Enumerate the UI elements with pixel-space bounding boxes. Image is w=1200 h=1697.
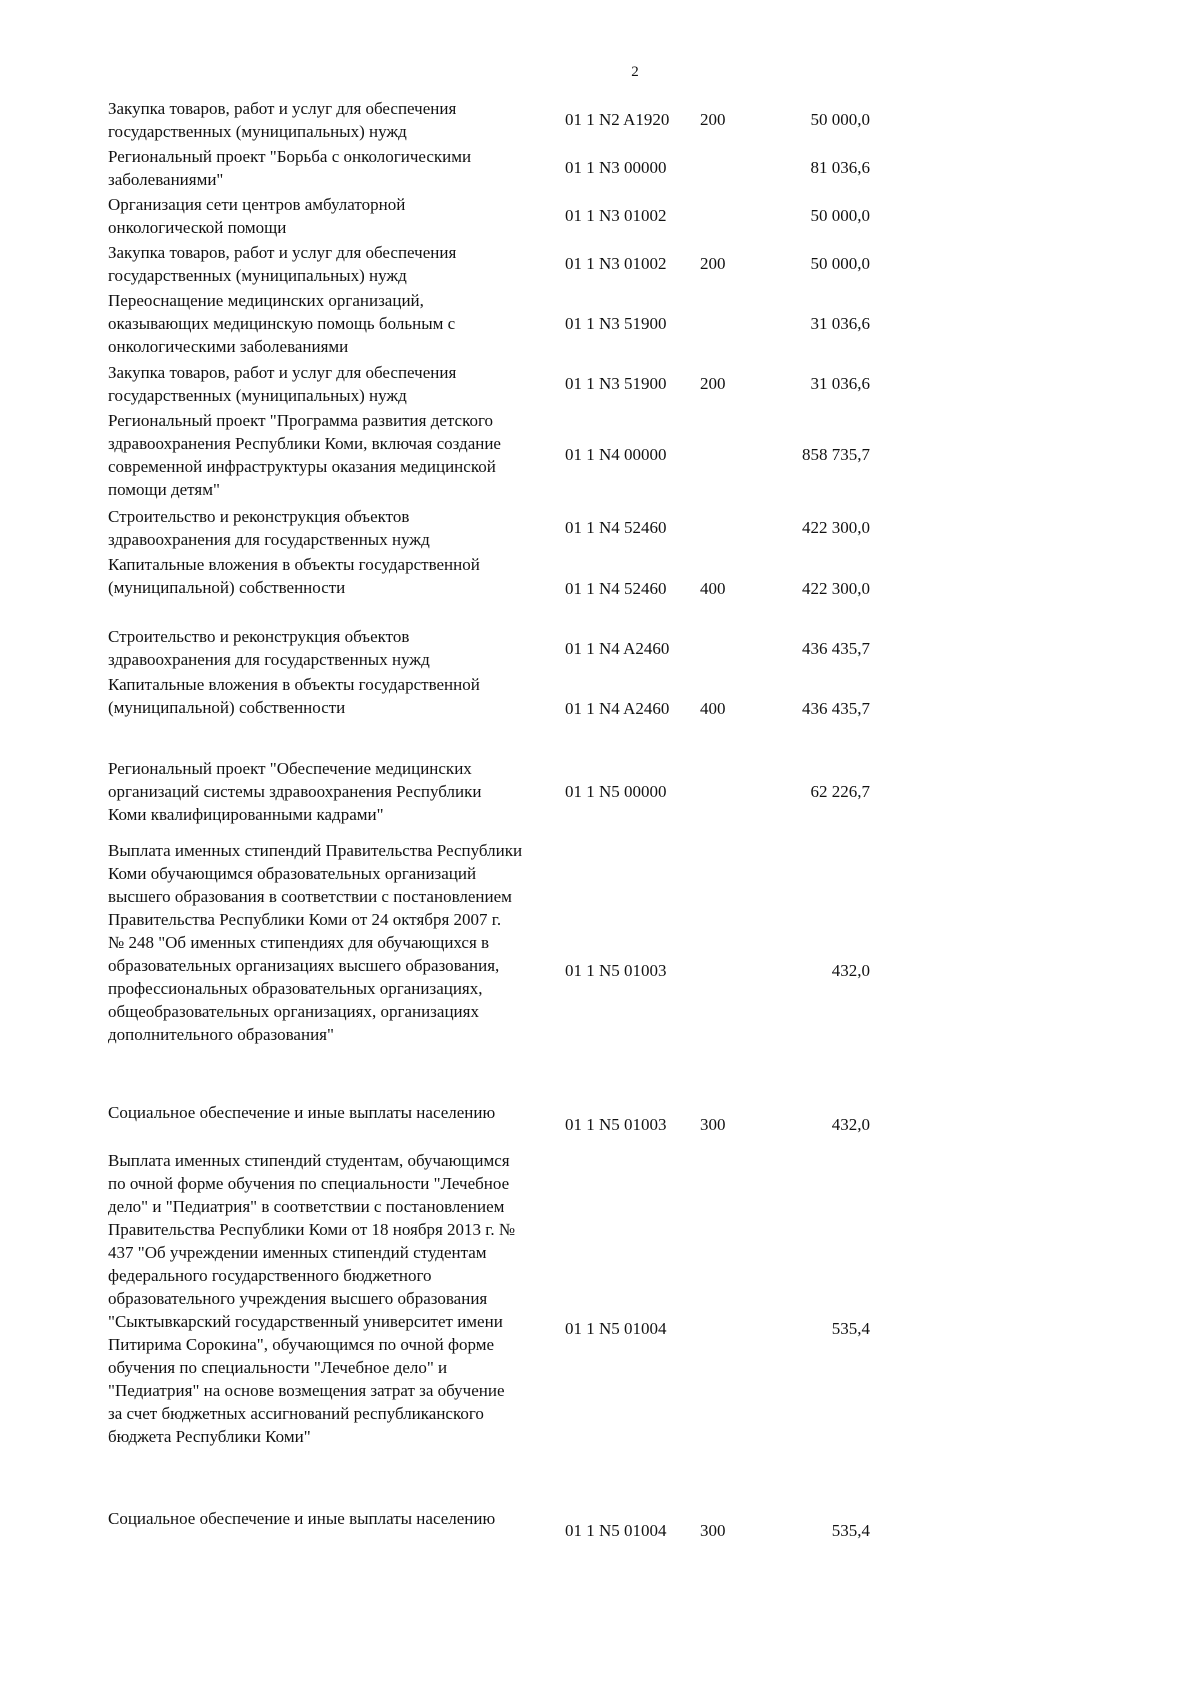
- row-amount: 31 036,6: [810, 374, 870, 393]
- row-code: 01 1 N3 51900: [565, 374, 667, 393]
- row-description: Организация сети центров амбулаторной онкологической помощи: [108, 195, 406, 237]
- page-number: 2: [631, 64, 639, 80]
- row-code: 01 1 N5 01004: [565, 1521, 667, 1540]
- row-description: Закупка товаров, работ и услуг для обеспечения государственных (муниципальных) нужд: [108, 243, 457, 285]
- row-amount: 422 300,0: [802, 579, 870, 598]
- row-description: Выплата именных стипендий студентам, обучающимся по очной форме обучения по специальности "Лечебное дело" и "Педиатрия" в соответствии с постановлением Правительства Республики Коми от 18 ноября 2013 г. № 437 "Об учреждении именных стипендий студентам федерального государственного бюджетного образовательного учреждения высшего образования "Сыктывкарский государственный университет имени Питирима Сорокина", обучающимся по очной форме обучения по специальности "Лечебное дело" и "Педиатрия" на основе возмещения затрат за обучение за счет бюджетных ассигнований республиканского бюджета Республики Коми": [108, 1151, 516, 1446]
- row-description: Социальное обеспечение и иные выплаты населению: [108, 1103, 496, 1122]
- row-description: Региональный проект "Борьба с онкологическими заболеваниями": [108, 147, 472, 189]
- row-description: Выплата именных стипендий Правительства Республики Коми обучающимся образовательных организаций высшего образования в соответствии с постановлением Правительства Республики Коми от 24 октября 2007 г. № 248 "Об именных стипендиях для обучающихся в образовательных организациях высшего образования, профессиональных образовательных организациях, общеобразовательных организациях, организациях дополнительного образования": [108, 841, 523, 1044]
- row-type: 200: [700, 254, 726, 273]
- row-code: 01 1 N3 01002: [565, 254, 667, 273]
- row-code: 01 1 N5 01003: [565, 1115, 667, 1134]
- row-description: Капитальные вложения в объекты государственной (муниципальной) собственности: [108, 675, 480, 717]
- row-type: 300: [700, 1115, 726, 1134]
- row-amount: 436 435,7: [802, 639, 870, 658]
- row-type: 300: [700, 1521, 726, 1540]
- row-description: Социальное обеспечение и иные выплаты населению: [108, 1509, 496, 1528]
- row-description: Закупка товаров, работ и услуг для обеспечения государственных (муниципальных) нужд: [108, 99, 457, 141]
- row-amount: 432,0: [831, 1115, 870, 1134]
- row-code: 01 1 N4 52460: [565, 518, 667, 537]
- row-amount: 81 036,6: [810, 158, 870, 177]
- row-amount: 432,0: [831, 961, 870, 980]
- row-amount: 50 000,0: [810, 254, 870, 273]
- row-code: 01 1 N3 51900: [565, 314, 667, 333]
- row-amount: 422 300,0: [802, 518, 870, 537]
- row-description: Капитальные вложения в объекты государственной (муниципальной) собственности: [108, 555, 480, 597]
- row-type: 400: [700, 579, 726, 598]
- row-amount: 535,4: [831, 1521, 870, 1540]
- row-amount: 535,4: [831, 1319, 870, 1338]
- row-type: 200: [700, 374, 726, 393]
- row-description: Закупка товаров, работ и услуг для обеспечения государственных (муниципальных) нужд: [108, 363, 457, 405]
- row-code: 01 1 N5 00000: [565, 782, 667, 801]
- row-code: 01 1 N3 00000: [565, 158, 667, 177]
- row-code: 01 1 N3 01002: [565, 206, 667, 225]
- row-code: 01 1 N5 01004: [565, 1319, 667, 1338]
- row-code: 01 1 N4 00000: [565, 445, 667, 464]
- row-code: 01 1 N4 52460: [565, 579, 667, 598]
- row-code: 01 1 N4 A2460: [565, 639, 670, 658]
- row-amount: 50 000,0: [810, 110, 870, 129]
- row-description: Строительство и реконструкция объектов здравоохранения для государственных нужд: [108, 507, 430, 549]
- row-type: 400: [700, 699, 726, 718]
- row-amount: 62 226,7: [810, 782, 870, 801]
- row-description: Строительство и реконструкция объектов здравоохранения для государственных нужд: [108, 627, 430, 669]
- row-description: Региональный проект "Программа развития детского здравоохранения Республики Коми, включая создание современной инфраструктуры оказания медицинской помощи детям": [108, 411, 501, 499]
- row-code: 01 1 N5 01003: [565, 961, 667, 980]
- row-amount: 50 000,0: [810, 206, 870, 225]
- row-code: 01 1 N4 A2460: [565, 699, 670, 718]
- row-description: Переоснащение медицинских организаций, оказывающих медицинскую помощь больным с онкологическими заболеваниями: [108, 291, 456, 356]
- row-amount: 31 036,6: [810, 314, 870, 333]
- row-code: 01 1 N2 A1920: [565, 110, 670, 129]
- row-type: 200: [700, 110, 726, 129]
- row-amount: 436 435,7: [802, 699, 870, 718]
- row-amount: 858 735,7: [802, 445, 870, 464]
- row-description: Региональный проект "Обеспечение медицинских организаций системы здравоохранения Республики Коми квалифицированными кадрами": [108, 759, 482, 824]
